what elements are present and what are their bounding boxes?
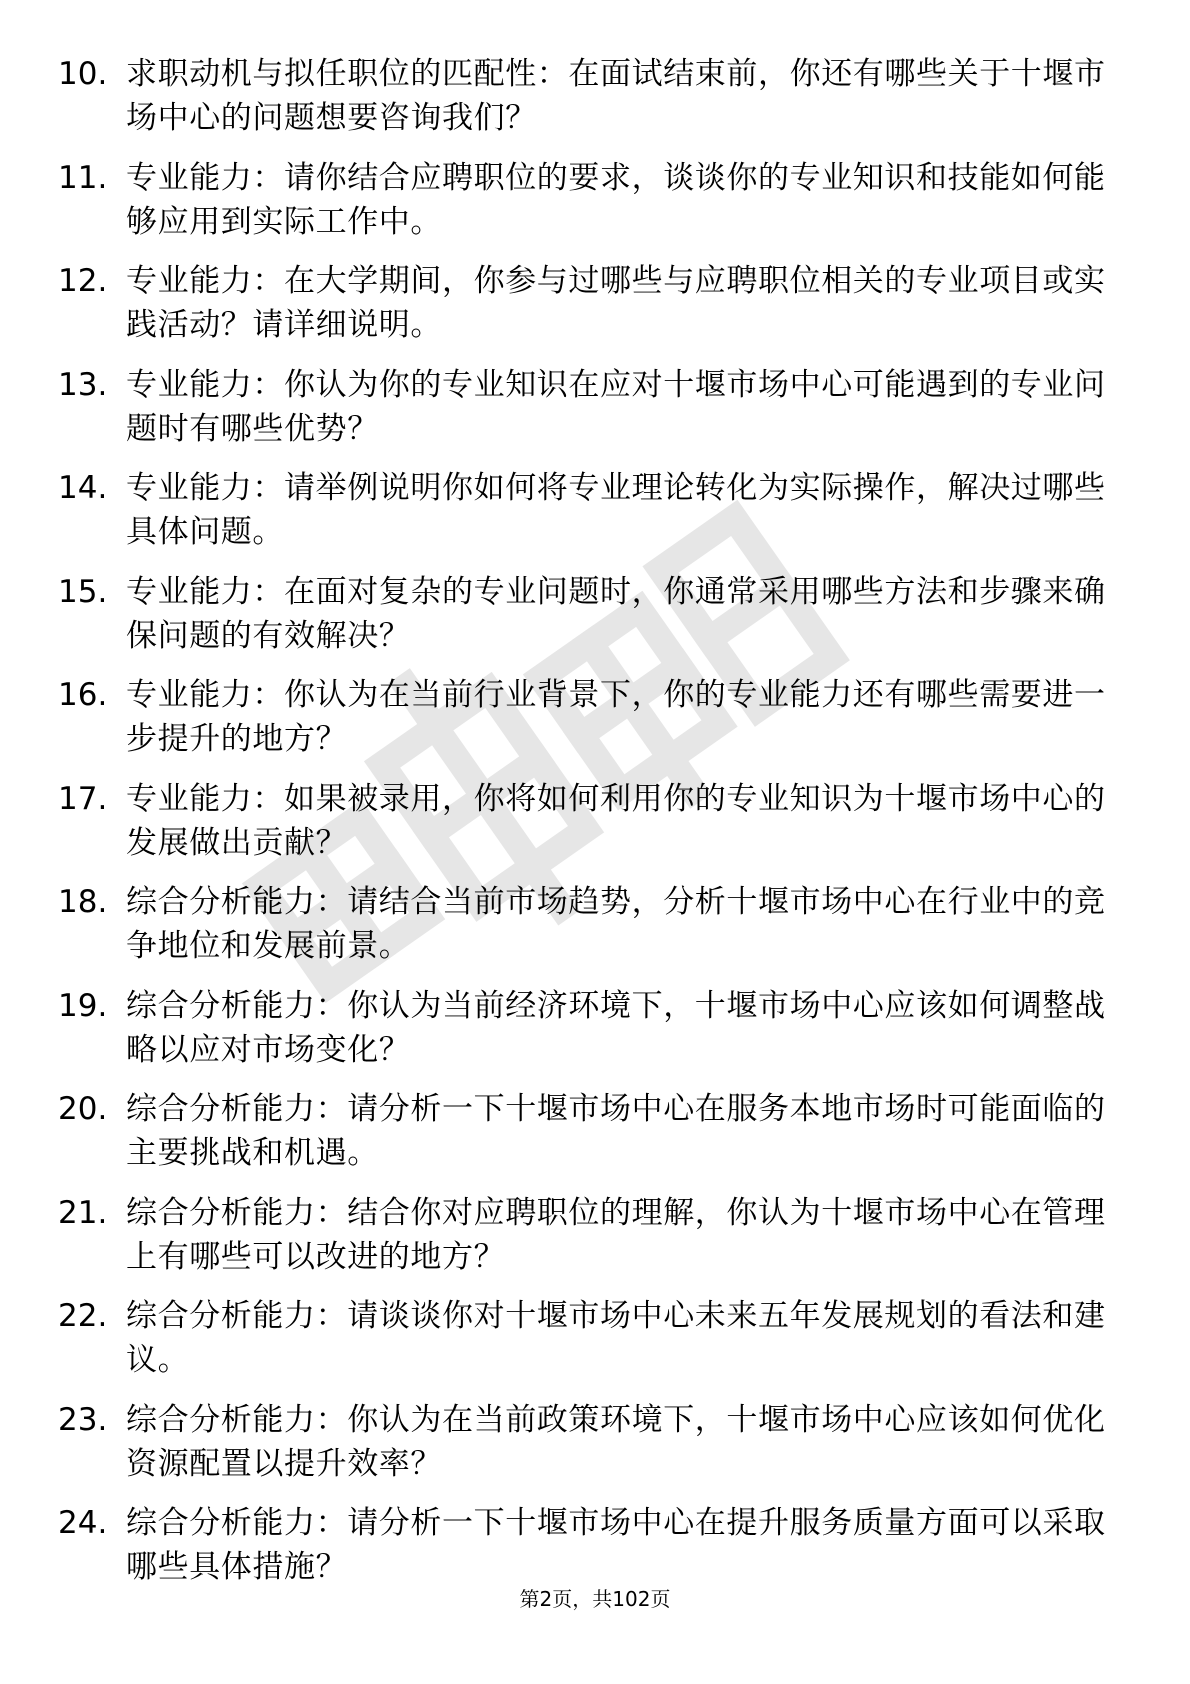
question-text: 专业能力：你认为你的专业知识在应对十堰市场中心可能遇到的专业问题时有哪些优势？ — [126, 366, 1106, 447]
question-item — [58, 984, 1128, 1088]
question-number: 24. — [58, 1505, 108, 1541]
question-number: 19. — [58, 987, 108, 1024]
question-item — [58, 777, 1128, 881]
question-number: 14. — [58, 470, 108, 506]
question-number: 16. — [58, 677, 108, 713]
question-text: 专业能力：在大学期间，你参与过哪些与应聘职位相关的专业项目或实践活动？请详细说明。 — [126, 263, 1106, 343]
question-text: 综合分析能力：结合你对应聘职位的理解，你认为十堰市场中心在管理上有哪些可以改进的地方？ — [126, 1194, 1106, 1275]
question-text: 综合分析能力：请分析一下十堰市场中心在服务本地市场时可能面临的主要挑战和机遇。 — [126, 1091, 1106, 1171]
question-text: 专业能力：请你结合应聘职位的要求，谈谈你的专业知识和技能如何能够应用到实际工作中。 — [126, 159, 1106, 240]
question-number: 17. — [58, 780, 108, 817]
question-item — [58, 466, 1128, 570]
question-number: 13. — [58, 366, 108, 403]
question-item — [58, 156, 1128, 260]
question-number: 21. — [58, 1194, 108, 1231]
question-item — [58, 52, 1128, 156]
page-indicator: 第2页，共102页 — [519, 1587, 671, 1611]
question-list — [58, 52, 1128, 1605]
question-text: 求职动机与拟任职位的匹配性：在面试结束前，你还有哪些关于十堰市场中心的问题想要咨询我们？ — [126, 56, 1106, 136]
question-text: 综合分析能力：请谈谈你对十堰市场中心未来五年发展规划的看法和建议。 — [126, 1298, 1106, 1378]
question-item — [58, 880, 1128, 984]
question-item — [58, 1294, 1128, 1398]
question-text: 专业能力：在面对复杂的专业问题时，你通常采用哪些方法和步骤来确保问题的有效解决？ — [126, 573, 1106, 654]
question-item — [58, 259, 1128, 363]
question-text: 综合分析能力：请分析一下十堰市场中心在提升服务质量方面可以采取哪些具体措施？ — [126, 1505, 1106, 1585]
question-text: 综合分析能力：你认为当前经济环境下，十堰市场中心应该如何调整战略以应对市场变化？ — [126, 987, 1106, 1068]
question-text: 专业能力：请举例说明你如何将专业理论转化为实际操作，解决过哪些具体问题。 — [126, 470, 1106, 550]
question-number: 20. — [58, 1091, 108, 1127]
question-number: 23. — [58, 1401, 108, 1438]
question-text: 专业能力：你认为在当前行业背景下，你的专业能力还有哪些需要进一步提升的地方？ — [126, 677, 1106, 757]
question-item — [58, 570, 1128, 674]
question-text: 综合分析能力：你认为在当前政策环境下，十堰市场中心应该如何优化资源配置以提升效率？ — [126, 1401, 1106, 1482]
question-number: 12. — [58, 263, 108, 299]
question-item — [58, 363, 1128, 467]
question-number: 15. — [58, 573, 108, 610]
question-text: 综合分析能力：请结合当前市场趋势，分析十堰市场中心在行业中的竞争地位和发展前景。 — [126, 884, 1106, 964]
question-number: 22. — [58, 1298, 108, 1334]
question-number: 11. — [58, 159, 108, 196]
question-number: 18. — [58, 884, 108, 920]
question-number: 10. — [58, 56, 108, 92]
question-item — [58, 1398, 1128, 1502]
question-item — [58, 1087, 1128, 1191]
question-item — [58, 673, 1128, 777]
question-item — [58, 1191, 1128, 1295]
question-text: 专业能力：如果被录用，你将如何利用你的专业知识为十堰市场中心的发展做出贡献？ — [126, 780, 1106, 861]
